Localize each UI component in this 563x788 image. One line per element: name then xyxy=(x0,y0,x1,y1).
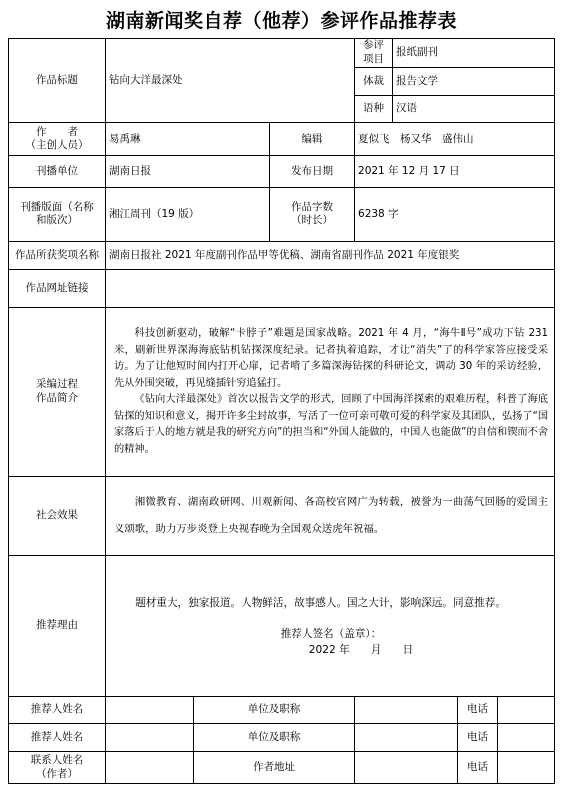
editor-value: 夏似飞 杨又华 盛伟山 xyxy=(355,123,555,156)
summary-paragraph-2: 《钻向大洋最深处》首次以报告文学的形式，回顾了中国海洋探索的艰难历程，科普了海底钻探的知识和意义，揭开许多尘封故事，写活了一位可亲可敬可爱的科学家及其团队，弘扬了“国家落后于人的地方就是我的研究方向”的担当和“外国人能做的，中国人也能做”的自信和锲而不舍的精神。 xyxy=(114,394,549,455)
recommender1-phone-value xyxy=(498,696,555,724)
summary-content xyxy=(106,308,555,476)
recommender2-name-label: 推荐人姓名 xyxy=(9,724,106,752)
publish-date-value: 2021 年 12 月 17 日 xyxy=(355,156,555,188)
contact-label-line2: （作者） xyxy=(36,767,78,780)
recommender2-phone-value xyxy=(498,724,555,752)
author-address-value xyxy=(355,752,458,784)
recommender2-name-value xyxy=(106,724,194,752)
word-count-value: 6238 字 xyxy=(355,188,555,241)
language-label: 语种 xyxy=(355,95,393,123)
page-label xyxy=(9,188,106,241)
url-value xyxy=(106,270,555,308)
summary-label-line2: 作品简介 xyxy=(36,392,78,405)
summary-label xyxy=(9,308,106,476)
author-label xyxy=(9,123,106,156)
recommender2-unit-label: 单位及职称 xyxy=(194,724,355,752)
author-label-line1: 作 者 xyxy=(36,125,78,138)
author-address-label: 作者地址 xyxy=(194,752,355,784)
recommender2-unit-value xyxy=(355,724,458,752)
recommendation-date: 2022 年 月 日 xyxy=(308,643,414,656)
contact-phone-label: 电话 xyxy=(458,752,498,784)
work-title-label: 作品标题 xyxy=(9,39,106,123)
recommender1-phone-label: 电话 xyxy=(458,696,498,724)
summary-label-line1: 采编过程 xyxy=(36,378,78,391)
page-value: 湘江周刊（19 版） xyxy=(106,188,270,241)
contact-label-line1: 联系人姓名 xyxy=(30,753,84,766)
page-title: 湖南新闻奖自荐（他荐）参评作品推荐表 xyxy=(105,10,457,32)
summary-paragraph-1: 科技创新驱动，破解“卡脖子”难题是国家战略。2021 年 4 月，“海牛Ⅱ号”成功下钻 231 米，刷新世界深海海底钻机钻探深度纪录。记者执着追踪，才让“消失”了的科学家答应接受采访。为了让他短时间内打开心扉，记者啃了多篇深海钻探的科研论文，调动 30 年的采访经验，先从外围突破，再见缝插针穷追猛打。 xyxy=(114,327,549,389)
category-value: 报纸副刊 xyxy=(393,39,555,68)
reason-text: 题材重大，独家报道。人物鲜活，故事感人。国之大计，影响深远。同意推荐。 xyxy=(135,597,506,610)
author-label-line2: （主创人员） xyxy=(25,139,89,152)
url-label: 作品网址链接 xyxy=(9,270,106,308)
word-count-label-line1: 作品字数 xyxy=(291,200,333,213)
recommendation-form xyxy=(8,38,555,784)
social-label: 社会效果 xyxy=(9,476,106,555)
publisher-value: 湖南日报 xyxy=(106,156,270,188)
contact-name-label xyxy=(9,752,106,784)
social-text: 湘微教育、湖南政研网、川观新闻、各高校官网广为转载，被誉为一曲荡气回肠的爱国主义颂歌，助力万步炎登上央视春晚为全国观众送虎年祝福。 xyxy=(114,496,549,535)
publisher-label: 刊播单位 xyxy=(9,156,106,188)
awards-value: 湖南日报社 2021 年度副刊作品甲等优稿、湖南省副刊作品 2021 年度银奖 xyxy=(106,241,555,270)
page-label-line2: 和版次） xyxy=(36,214,78,227)
contact-phone-value xyxy=(498,752,555,784)
language-value: 汉语 xyxy=(393,95,555,123)
genre-value: 报告文学 xyxy=(393,68,555,96)
awards-label: 作品所获奖项名称 xyxy=(9,241,106,270)
recommender1-name-value xyxy=(106,696,194,724)
recommender1-name-label: 推荐人姓名 xyxy=(9,696,106,724)
word-count-label-line2: （时长） xyxy=(291,214,333,227)
word-count-label xyxy=(270,188,355,241)
page-label-line1: 刊播版面（名称 xyxy=(20,200,94,213)
contact-name-value xyxy=(106,752,194,784)
social-content xyxy=(106,476,555,555)
author-value: 易禹琳 xyxy=(106,123,270,156)
genre-label: 体裁 xyxy=(355,68,393,96)
reason-content xyxy=(106,555,555,696)
work-title-value: 钻向大洋最深处 xyxy=(106,39,355,123)
reason-label: 推荐理由 xyxy=(9,555,106,696)
category-label: 参评 项目 xyxy=(355,39,393,68)
recommender2-phone-label: 电话 xyxy=(458,724,498,752)
publish-date-label: 发布日期 xyxy=(270,156,355,188)
editor-label: 编辑 xyxy=(270,123,355,156)
recommender1-unit-value xyxy=(355,696,458,724)
recommender-signature: 推荐人签名（盖章）： xyxy=(280,627,382,640)
recommender1-unit-label: 单位及职称 xyxy=(194,696,355,724)
